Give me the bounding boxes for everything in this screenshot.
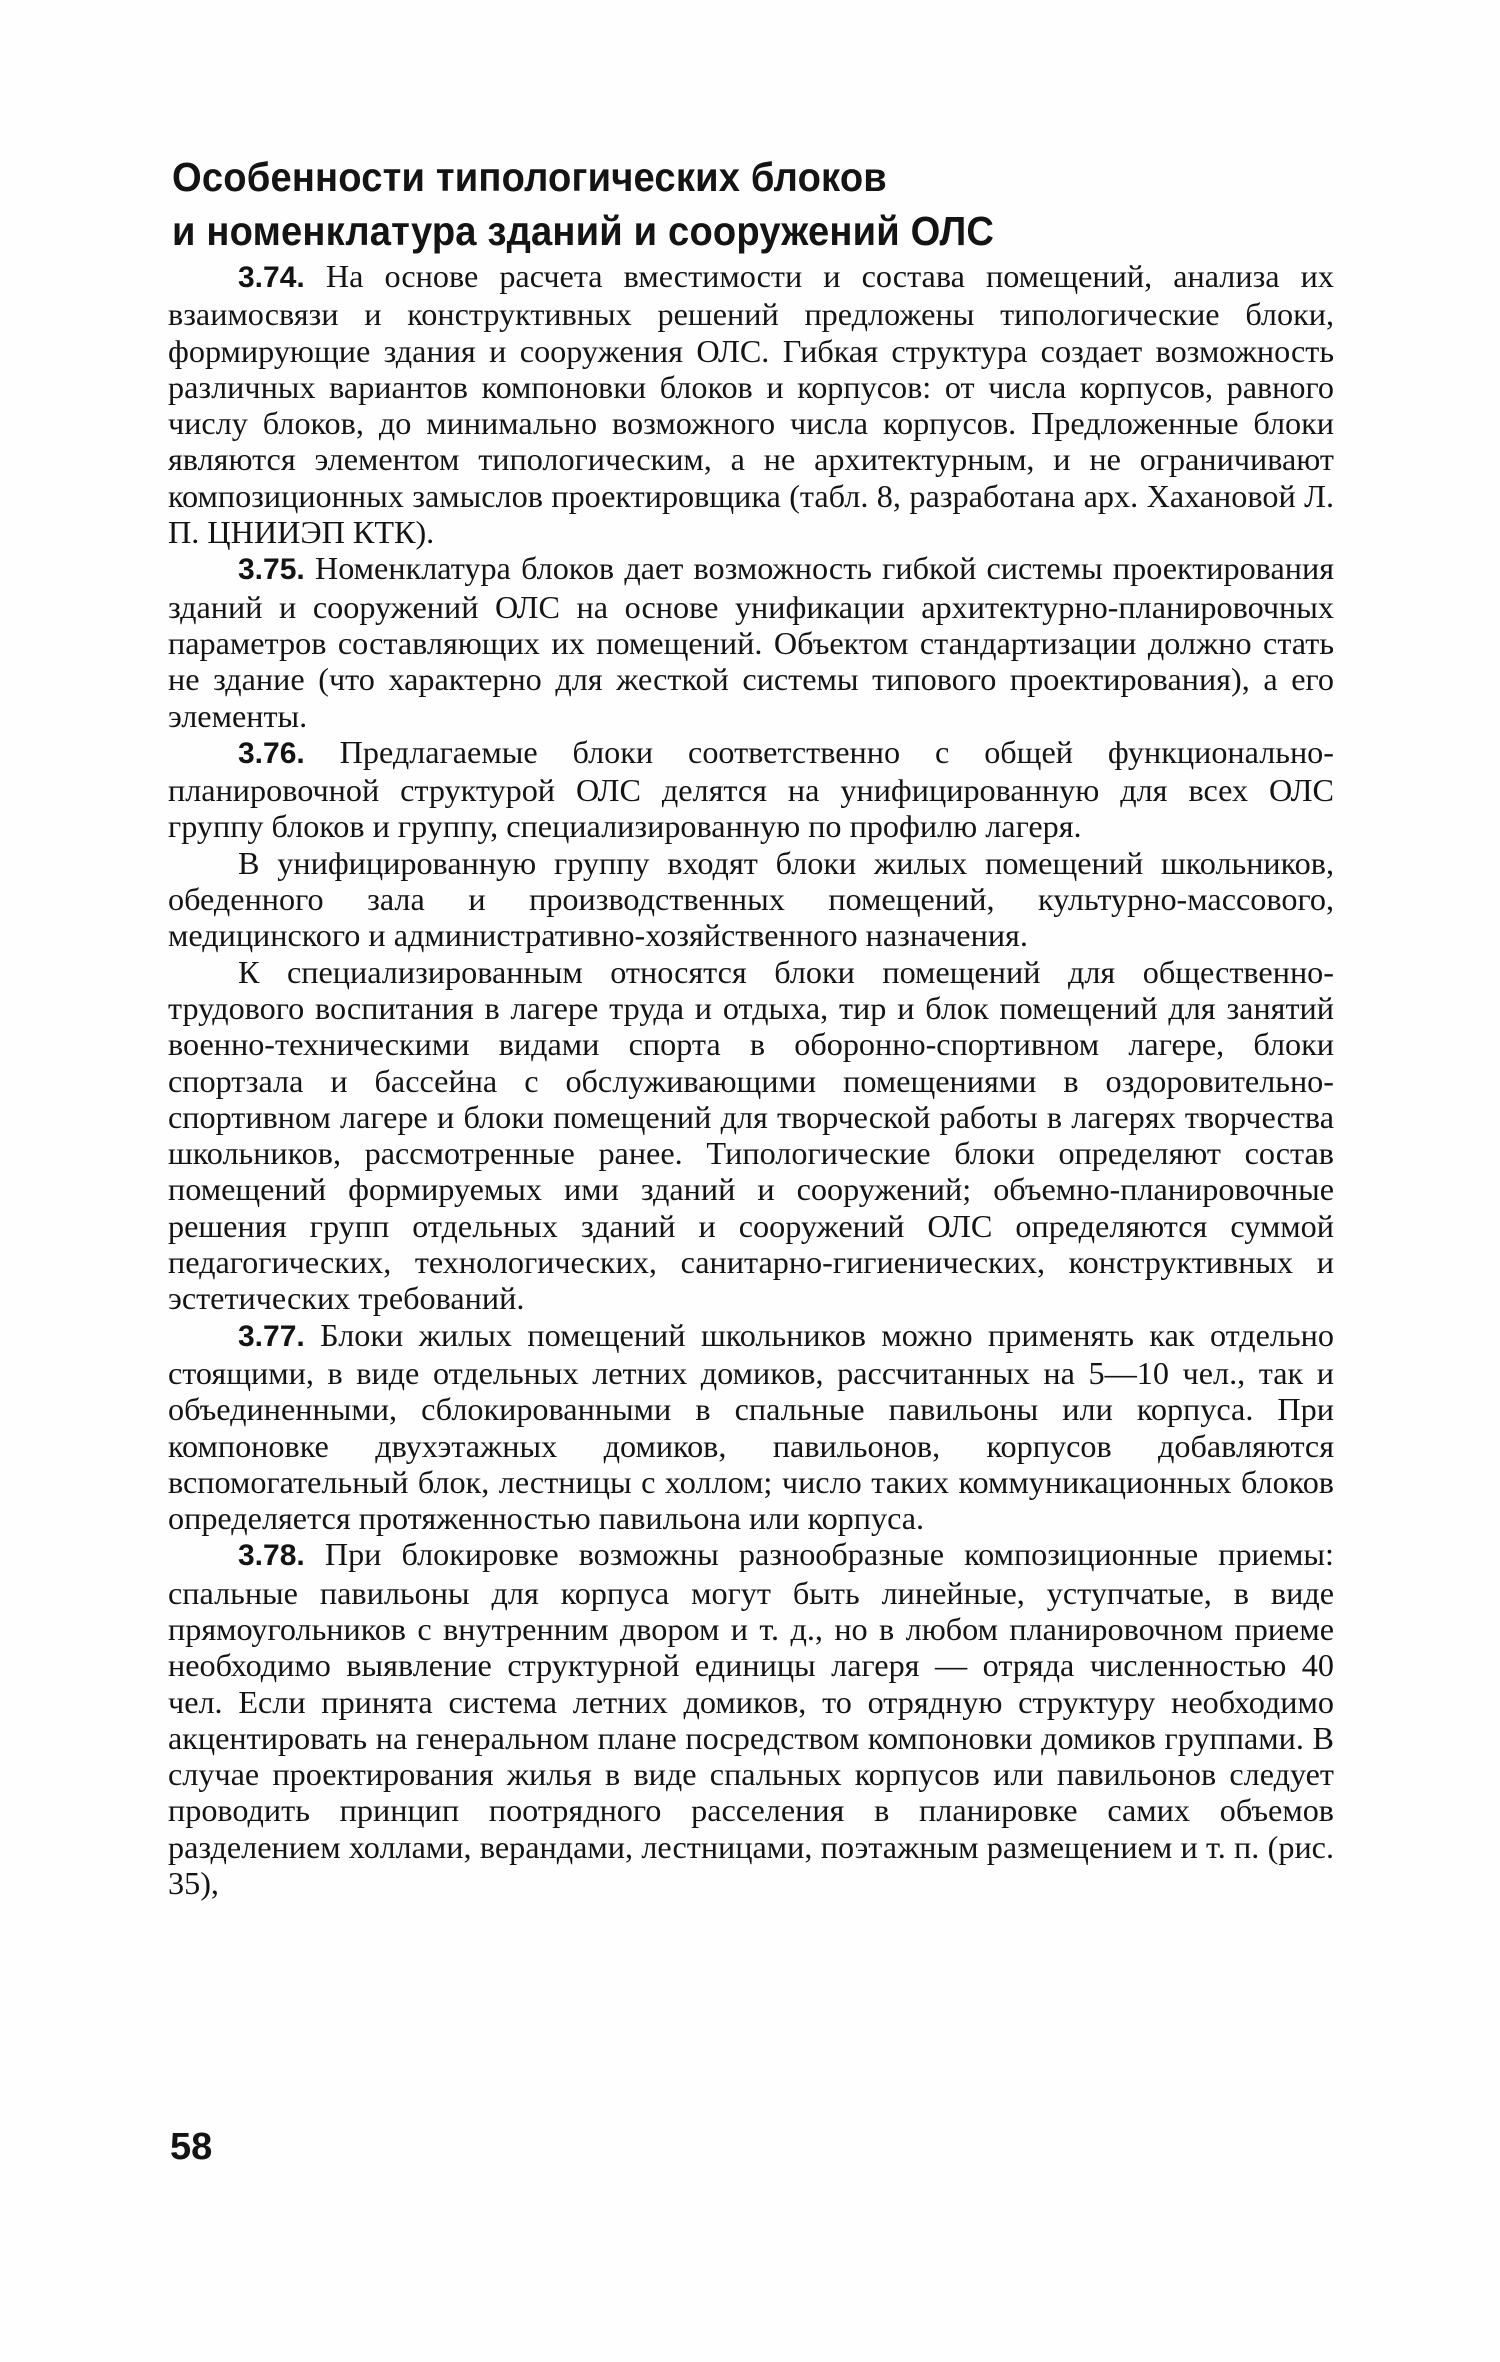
paragraph-3-76	[168, 734, 1334, 845]
paragraph-number: 3.75.	[238, 553, 305, 587]
section-heading-line-1: Особенности типологических блоков	[172, 154, 887, 200]
paragraph-3-75	[168, 550, 1334, 733]
paragraph-number: 3.77.	[238, 1319, 305, 1353]
section-heading	[172, 150, 1269, 258]
paragraph-text: К специализированным относятся блоки помещений для общественно-трудового воспитания в лагере труда и отдыха, тир и блок помещений для занятий военно-техническими видами спорта в оборонно-спортивном лагере, блоки спортзала и бассейна с обслуживающими помещениями в оздоровительно-спортивном лагере и блоки помещений для творческой работы в лагерях творчества школьников, рассмотренные ранее. Типологические блоки определяют состав помещений формируемых ими зданий и сооружений; объемно-планировочные решения групп отдельных зданий и сооружений ОЛС определяются суммой педагогических, технологических, санитарно-гигиенических, конструктивных и эстетических требований.	[168, 953, 1334, 1317]
paragraph-3-78	[168, 1536, 1334, 1901]
section-heading-line-2: и номенклатура зданий и сооружений ОЛС	[172, 208, 995, 254]
paragraph-number: 3.74.	[238, 261, 305, 294]
paragraph-text: Предлагаемые блоки соответственно с общей функционально-планировочной структурой ОЛС делятся на унифицированную для всех ОЛС группу блоков и группу, специализированную по профилю лагеря.	[168, 733, 1334, 845]
paragraph-number: 3.78.	[238, 1539, 305, 1573]
paragraph-3-77	[168, 1317, 1334, 1537]
body-text	[168, 258, 1334, 1901]
paragraph-text: Номенклатура блоков дает возможность гибкой системы проектирования зданий и сооружений ОЛС на основе унификации архитектурно-планировочных параметров составляющих их помещений. Объектом стандартизации должно стать не здание (что характерно для жесткой системы типового проектирования), а его элементы.	[168, 550, 1334, 734]
paragraph-specialized-group	[168, 954, 1334, 1317]
page-number: 58	[170, 2126, 213, 2168]
paragraph-text: На основе расчета вместимости и состава помещений, анализа их взаимосвязи и конструктивных решений предложены типологические блоки, формирующие здания и сооружения ОЛС. Гибкая структура создает возможность различных вариантов компоновки блоков и корпусов: от числа корпусов, равного числу блоков, до минимально возможного числа корпусов. Предложенные блоки являются элементом типологическим, а не архитектурным, и не ограничивают композиционных замыслов проектировщика (табл. 8, разработана арх. Хахановой Л. П. ЦНИИЭП КТК).	[168, 258, 1334, 551]
paragraph-unified-group	[168, 845, 1334, 954]
paragraph-text: При блокировке возможны разнообразные композиционные приемы: спальные павильоны для корпуса могут быть линейные, уступчатые, в виде прямоугольников с внутренним двором и т. д., но в любом планировочном приеме необходимо выявление структурной единицы лагеря — отряда численностью 40 чел. Если принята система летних домиков, то отрядную структуру необходимо акцентировать на генеральном плане посредством компоновки домиков группами. В случае проектирования жилья в виде спальных корпусов или павильонов следует проводить принцип поотрядного расселения в планировке самих объемов разделением холлами, верандами, лестницами, поэтажным размещением и т. п. (рис. 35),	[168, 1536, 1334, 1902]
paragraph-text: Блоки жилых помещений школьников можно применять как отдельно стоящими, в виде отдельных летних домиков, рассчитанных на 5—10 чел., так и объединенными, сблокированными в спальные павильоны или корпуса. При компоновке двухэтажных домиков, павильонов, корпусов добавляются вспомогательный блок, лестницы с холлом; число таких коммуникационных блоков определяется протяженностью павильона или корпуса.	[168, 1316, 1334, 1537]
paragraph-3-74	[168, 258, 1334, 550]
paragraph-text: В унифицированную группу входят блоки жилых помещений школьников, обеденного зала и производственных помещений, культурно-массового, медицинского и административно-хозяйственного назначения.	[168, 844, 1334, 954]
paragraph-number: 3.76.	[238, 736, 305, 770]
